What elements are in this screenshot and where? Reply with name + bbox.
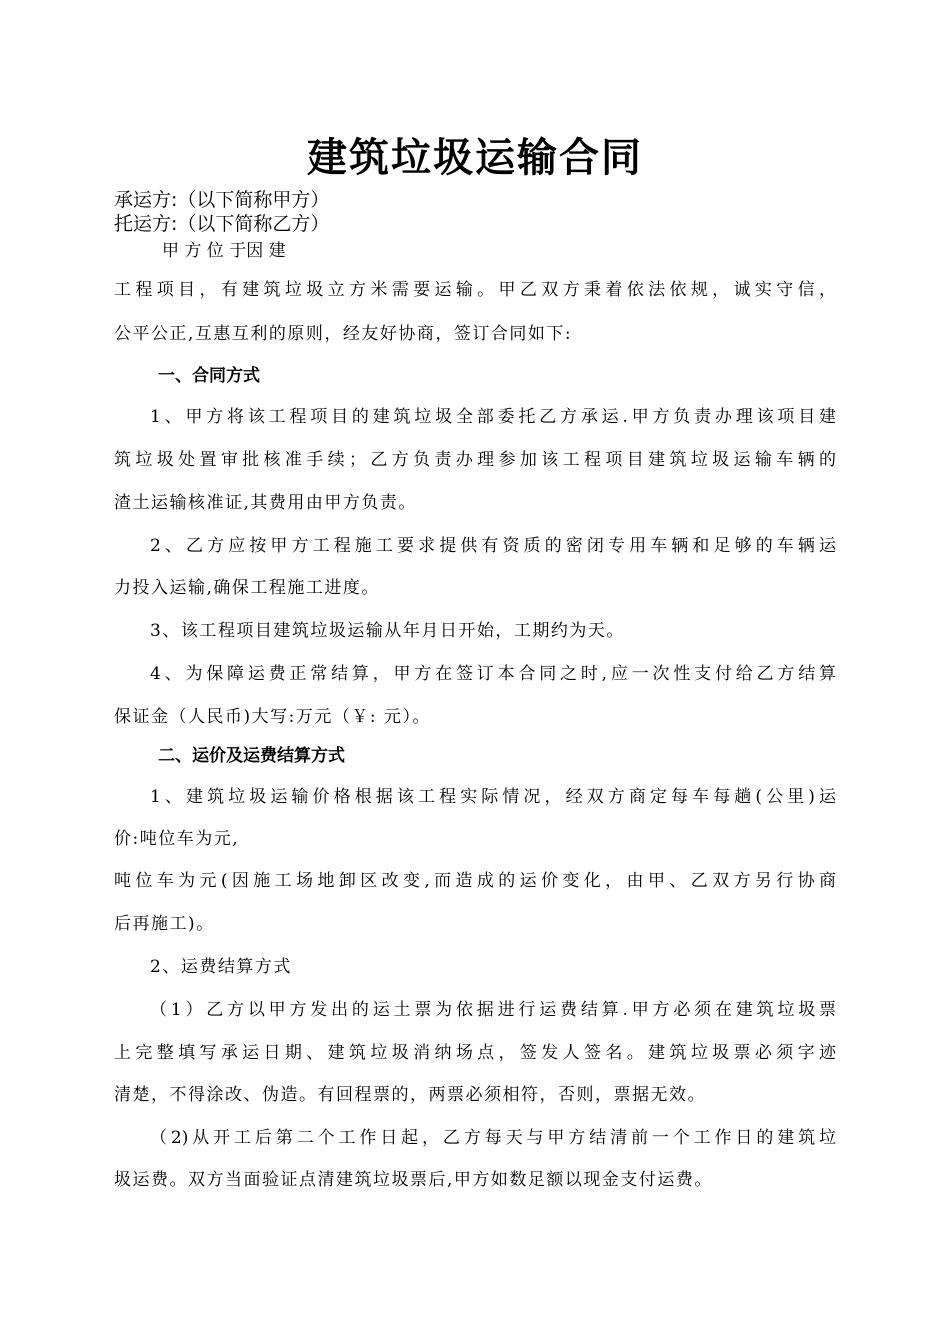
- paragraph-line: 保证金（人民币)大写:万元（￥: 元）。: [114, 707, 431, 727]
- paragraph-line: （1）乙方以甲方发出的运土票为依据进行运费结算.甲方必须在建筑垃圾票: [150, 1000, 836, 1020]
- paragraph-line: 吨位车为元(因施工场地卸区改变,而造成的运价变化，由甲、乙双方另行协商: [114, 871, 836, 891]
- party-a-line: 承运方:（以下简称甲方）: [114, 189, 330, 211]
- paragraph-line: 筑垃圾处置审批核准手续；乙方负责办理参加该工程项目建筑垃圾运输车辆的: [114, 450, 836, 470]
- document-title: 建筑垃圾运输合同: [307, 134, 643, 181]
- paragraph-line: 3、该工程项目建筑垃圾运输从年月日开始，工期约为天。: [150, 621, 625, 641]
- location-line: 甲 方 位 于因 建: [162, 241, 286, 261]
- paragraph-line: 上完整填写承运日期、建筑垃圾消纳场点，签发人签名。建筑垃圾票必须字迹: [114, 1043, 836, 1063]
- paragraph-line: 清楚，不得涂改、伪造。有回程票的，两票必须相符，否则，票据无效。: [114, 1085, 706, 1105]
- paragraph-line: 1、甲方将该工程项目的建筑垃圾全部委托乙方承运.甲方负责办理该项目建: [150, 407, 836, 427]
- party-b-line: 托运方:（以下简称乙方）: [114, 213, 330, 235]
- paragraph-line: 公平公正,互惠互利的原则，经友好协商，签订合同如下:: [114, 324, 573, 344]
- paragraph-line: 力投入运输,确保工程施工进度。: [114, 578, 380, 598]
- paragraph-line: 2、乙方应按甲方工程施工要求提供有资质的密闭专用车辆和足够的车辆运: [150, 536, 836, 556]
- paragraph-line: 后再施工)。: [114, 914, 215, 934]
- subsection-heading: 2、运费结算方式: [150, 957, 292, 977]
- section-heading-2: 二、运价及运费结算方式: [158, 746, 345, 766]
- paragraph-line: （2)从开工后第二个工作日起，乙方每天与甲方结清前一个工作日的建筑垃: [150, 1128, 836, 1148]
- paragraph-line: 圾运费。双方当面验证点清建筑垃圾票后,甲方如数足额以现金支付运费。: [114, 1170, 713, 1190]
- paragraph-line: 渣土运输核准证,其费用由甲方负责。: [114, 493, 417, 513]
- paragraph-line: 工程项目，有建筑垃圾立方米需要运输。甲乙双方秉着依法依规，诚实守信，: [114, 280, 836, 300]
- paragraph-line: 价:吨位车为元,: [114, 829, 240, 849]
- paragraph-line: 1、建筑垃圾运输价格根据该工程实际情况，经双方商定每车每趟(公里)运: [150, 787, 836, 807]
- paragraph-line: 4、为保障运费正常结算，甲方在签订本合同之时,应一次性支付给乙方结算: [150, 664, 836, 684]
- section-heading-1: 一、合同方式: [158, 366, 260, 386]
